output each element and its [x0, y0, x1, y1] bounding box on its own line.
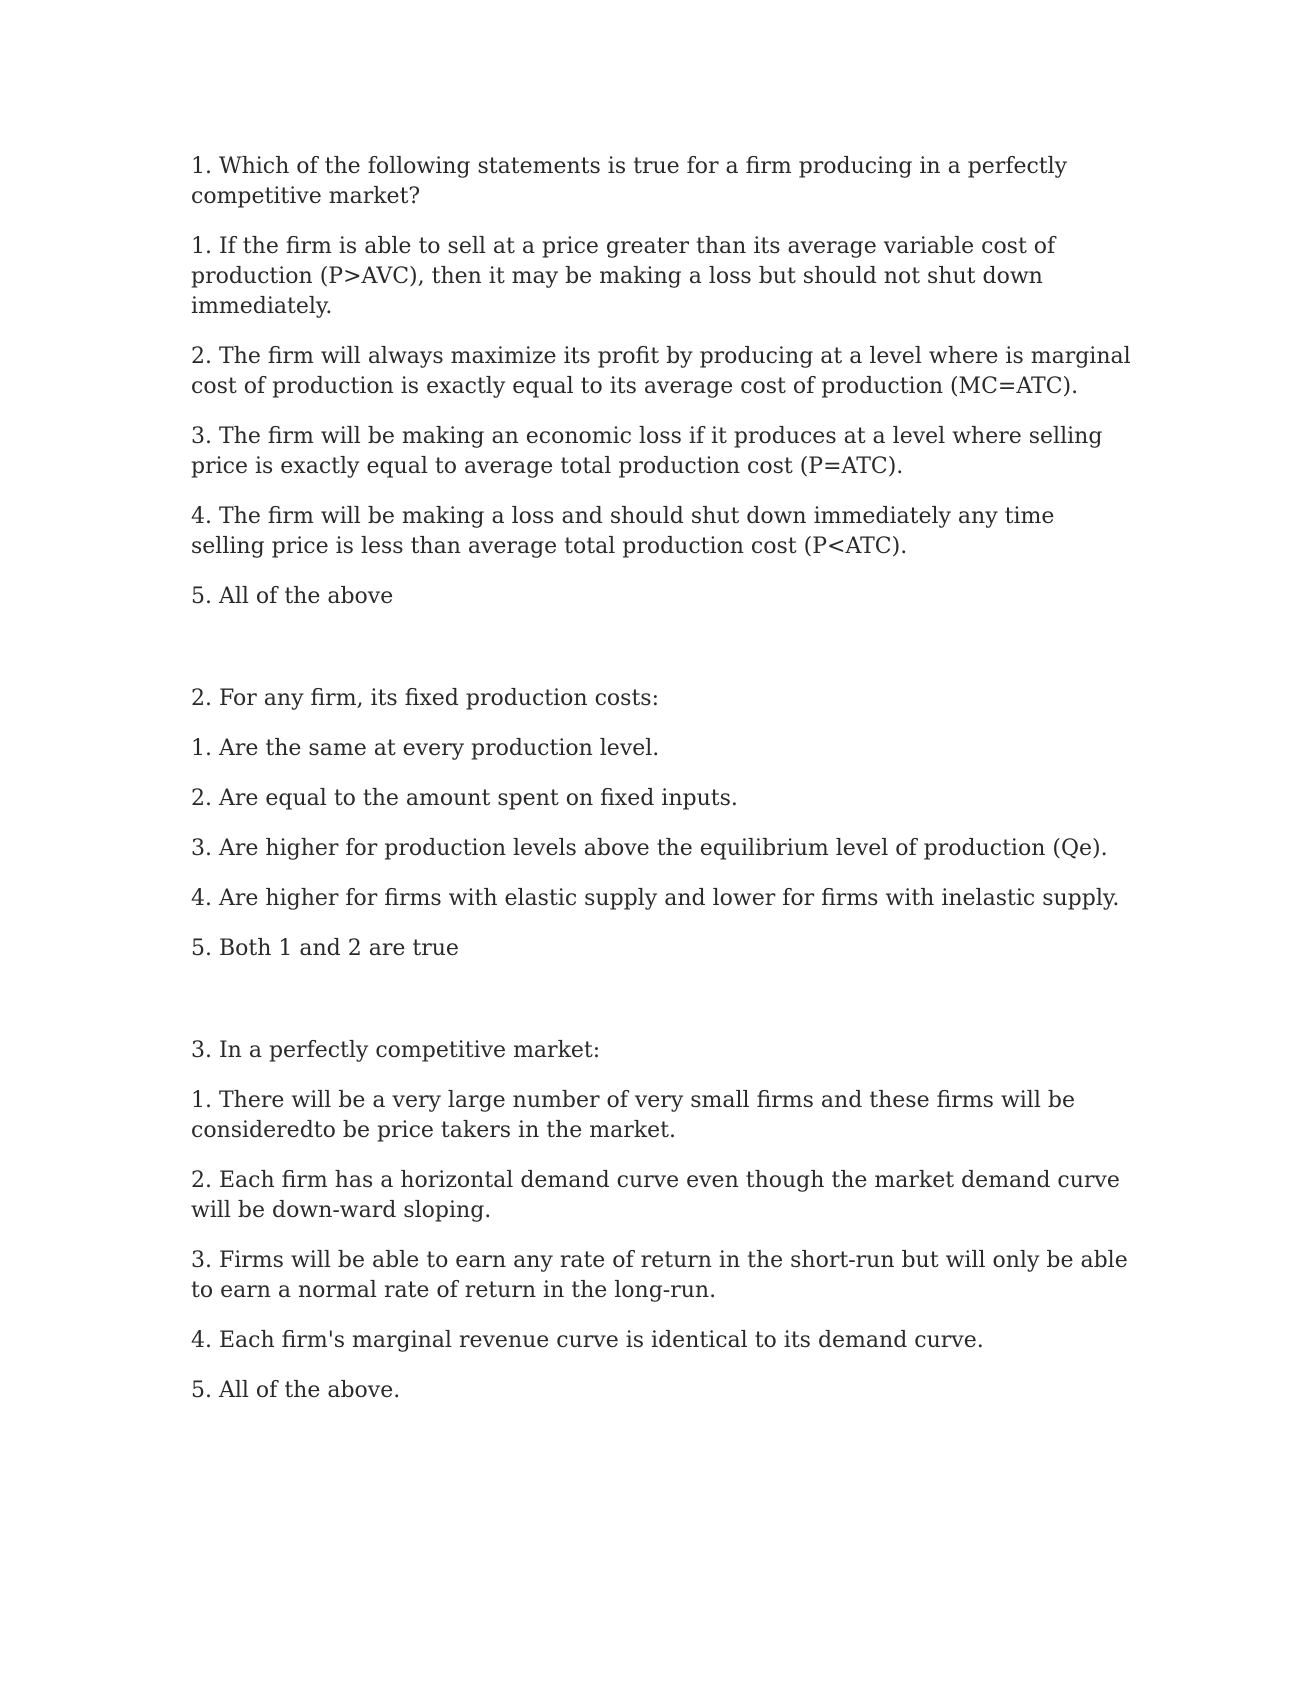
- answer-option: 2. Are equal to the amount spent on fixed inputs.: [191, 786, 738, 811]
- answer-option: 4. The firm will be making a loss and should shut down immediately any time selling price is less than average total production cost (P<ATC).: [191, 504, 1055, 559]
- answer-option: 5. Both 1 and 2 are true: [191, 936, 459, 961]
- answer-option: 2. The firm will always maximize its profit by producing at a level where is marginal cost of production is exactly equal to its average cost of production (MC=ATC).: [191, 344, 1131, 399]
- question-spacer: [191, 632, 1131, 684]
- question-stem: 1. Which of the following statements is true for a firm producing in a perfectly competitive market?: [191, 154, 1068, 209]
- answer-option: 1. If the firm is able to sell at a price greater than its average variable cost of production (P>AVC), then it may be making a loss but should not shut down immediately.: [191, 234, 1056, 319]
- answer-option: 1. Are the same at every production level.: [191, 736, 660, 761]
- answer-option: 5. All of the above: [191, 584, 394, 609]
- answer-option: 4. Are higher for firms with elastic supply and lower for firms with inelastic supply.: [191, 886, 1120, 911]
- question-spacer: [191, 984, 1131, 1036]
- answer-option: 2. Each firm has a horizontal demand curve even though the market demand curve will be down-ward sloping.: [191, 1168, 1120, 1223]
- answer-option: 3. Are higher for production levels above the equilibrium level of production (Qe).: [191, 836, 1108, 861]
- question-stem: 3. In a perfectly competitive market:: [191, 1038, 601, 1063]
- document-body: [191, 152, 1131, 1426]
- answer-option: 5. All of the above.: [191, 1378, 401, 1403]
- question-2: [191, 684, 1131, 964]
- question-1: [191, 152, 1131, 612]
- answer-option: 3. The firm will be making an economic loss if it produces at a level where selling price is exactly equal to average total production cost (P=ATC).: [191, 424, 1103, 479]
- answer-option: 4. Each firm's marginal revenue curve is identical to its demand curve.: [191, 1328, 984, 1353]
- question-3: [191, 1036, 1131, 1406]
- answer-option: 3. Firms will be able to earn any rate of return in the short-run but will only be able to earn a normal rate of return in the long-run.: [191, 1248, 1128, 1303]
- question-stem: 2. For any firm, its fixed production costs:: [191, 686, 659, 711]
- answer-option: 1. There will be a very large number of very small firms and these firms will be consideredto be price takers in the market.: [191, 1088, 1075, 1143]
